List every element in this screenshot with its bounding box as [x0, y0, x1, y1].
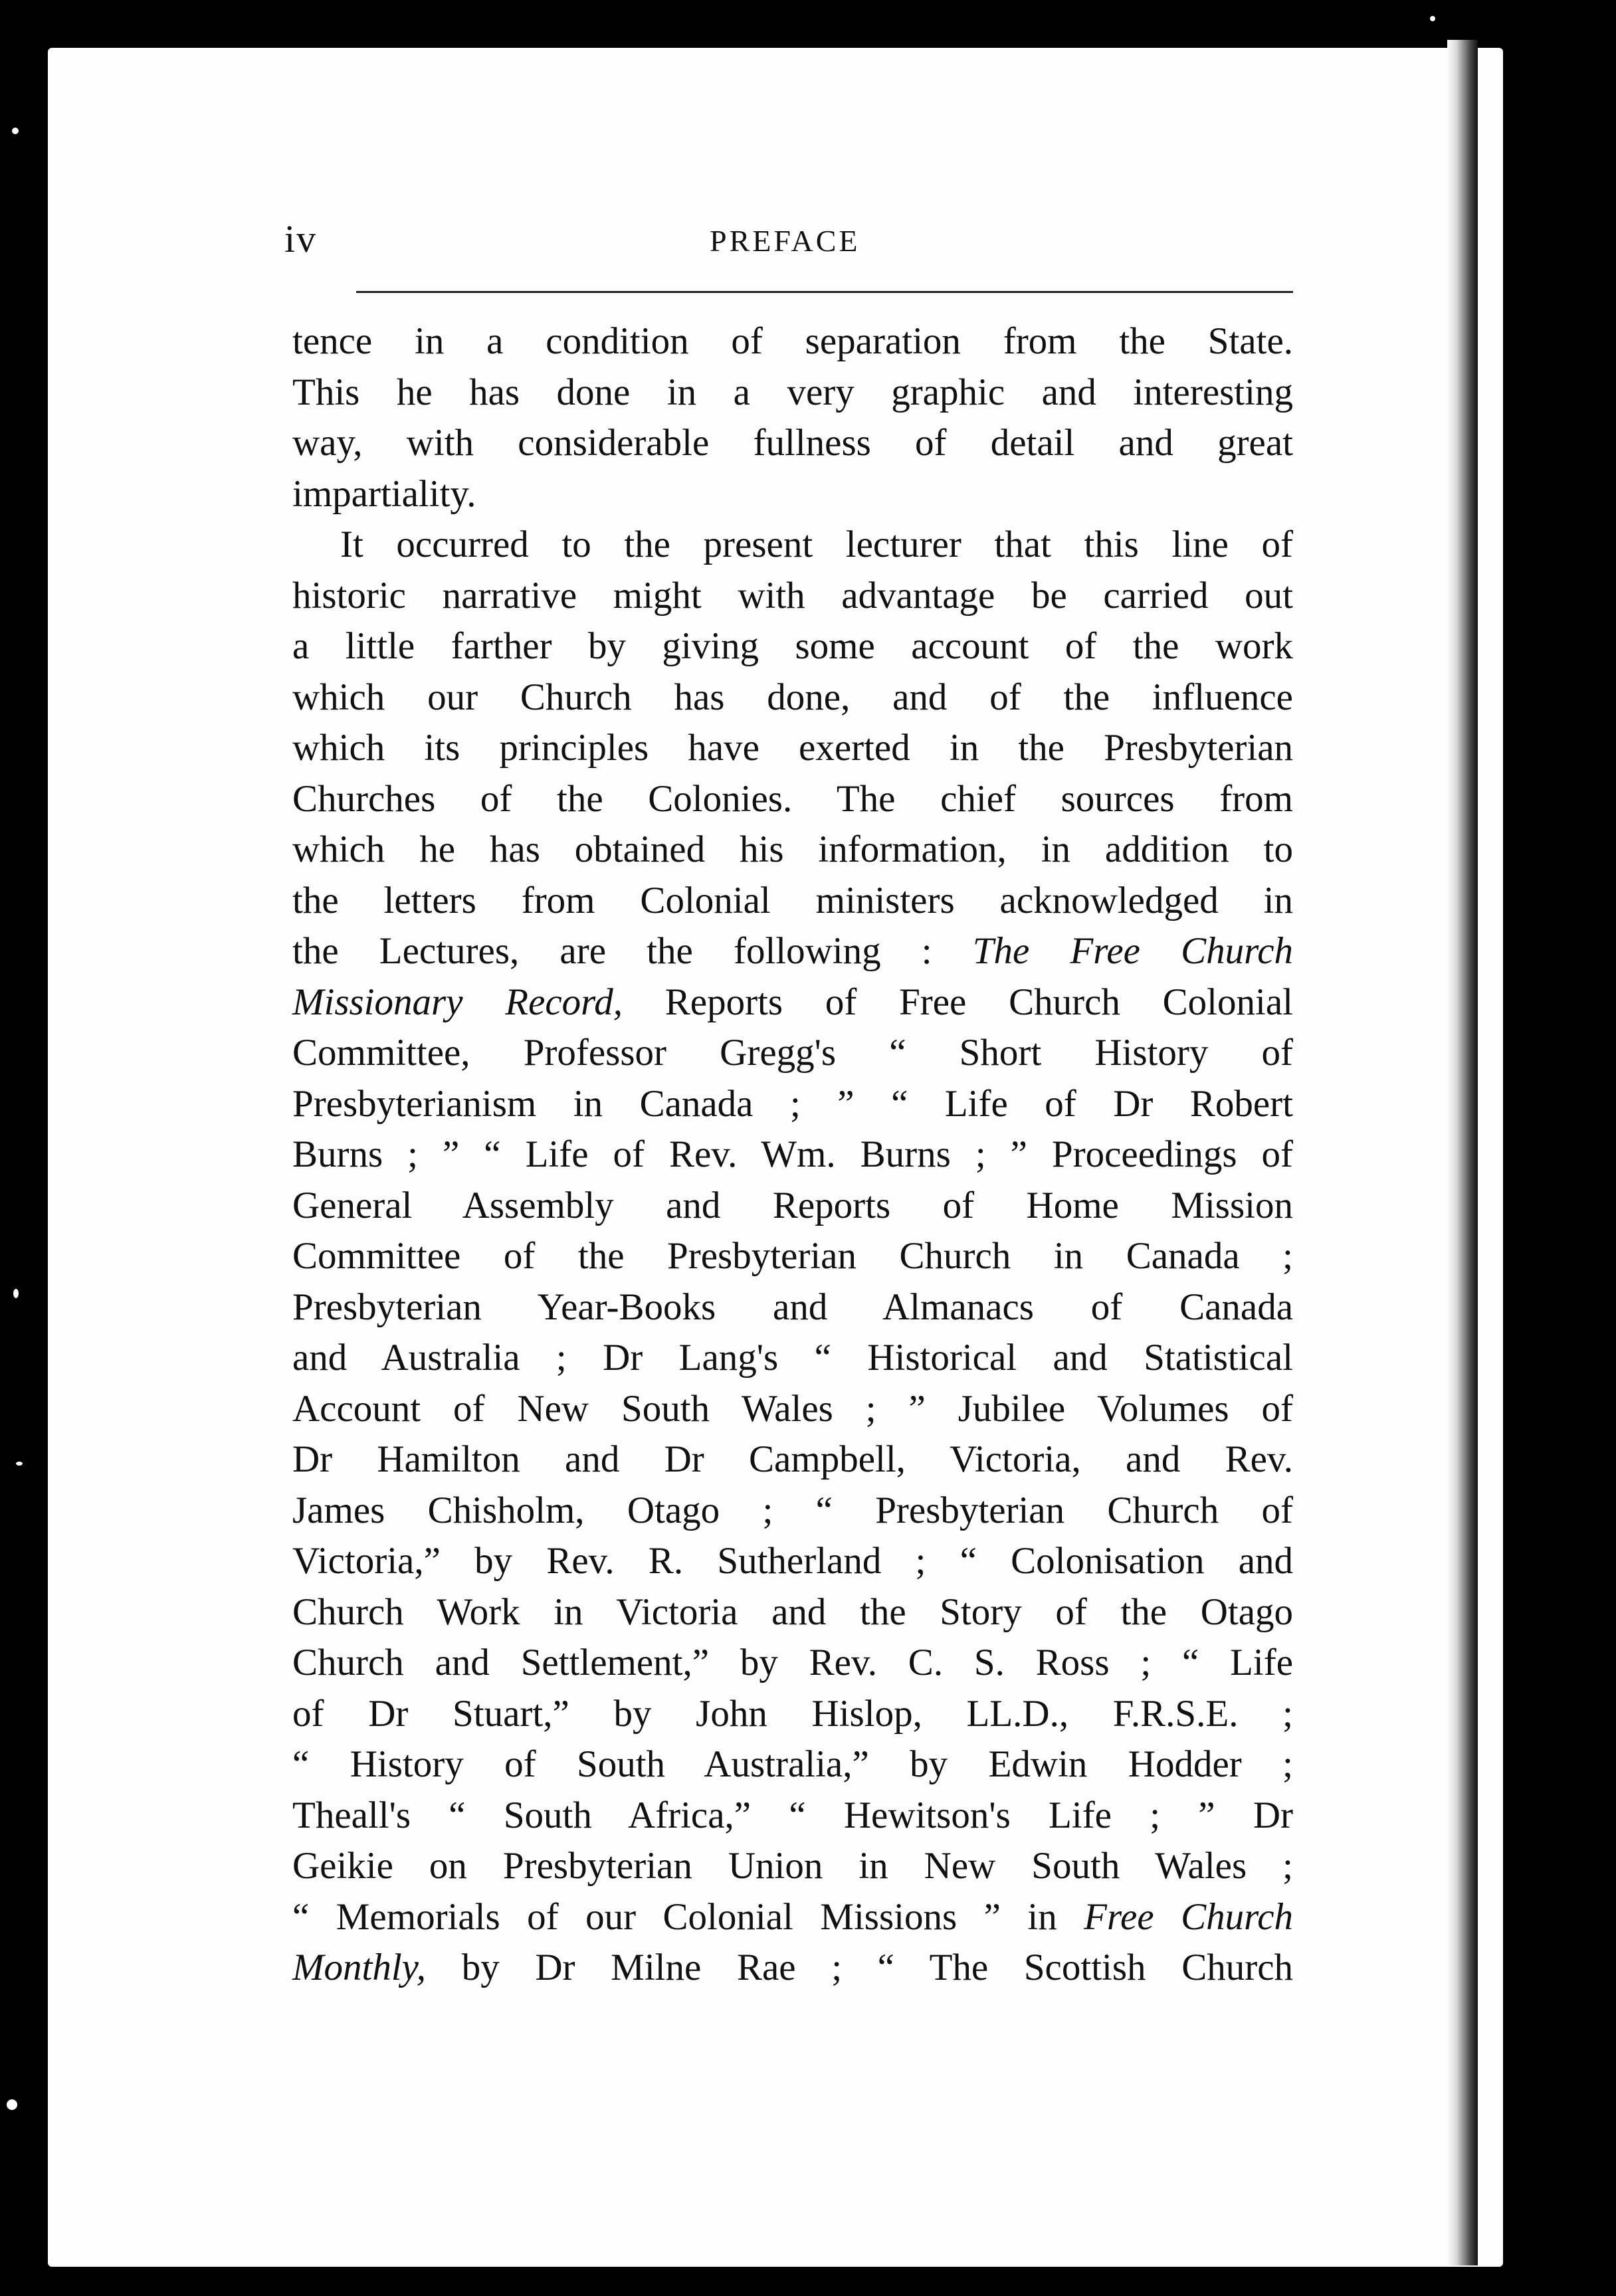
text-line: Account of New South Wales ; ” Jubilee Volumes of [292, 1387, 1293, 1430]
text-line: James Chisholm, Otago ; “ Presbyterian Church of [292, 1489, 1293, 1531]
italic-title: Free Church [1084, 1895, 1293, 1938]
text-line [292, 926, 1293, 977]
text-line: historic narrative might with advantage be carried out [292, 574, 1293, 617]
scan-speck [13, 1289, 19, 1298]
text-line: “ History of South Australia,” by Edwin Hodder ; [292, 1743, 1293, 1785]
text-line: Victoria,” by Rev. R. Sutherland ; “ Colonisation and [292, 1540, 1293, 1582]
body-text [292, 316, 1293, 1994]
running-head: PREFACE [710, 224, 860, 258]
text-line: of Dr Stuart,” by John Hislop, LL.D., F.R.S.E. ; [292, 1692, 1293, 1735]
text-line: way, with considerable fullness of detail and great [292, 422, 1293, 464]
text-line: and Australia ; Dr Lang's “ Historical and Statistical [292, 1337, 1293, 1379]
text-line: Churches of the Colonies. The chief sources from [292, 777, 1293, 820]
italic-title: Missionary Record, [292, 981, 623, 1023]
text-line: which he has obtained his information, in addition to [292, 828, 1293, 870]
line-text: by Dr Milne Rae ; “ The Scottish Church [426, 1947, 1293, 1988]
text-line: impartiality. [292, 472, 476, 515]
text-line: which its principles have exerted in the Presbyterian [292, 727, 1293, 769]
text-line: Dr Hamilton and Dr Campbell, Victoria, and Rev. [292, 1438, 1293, 1480]
italic-title: Monthly, [292, 1947, 427, 1988]
text-line: Theall's “ South Africa,” “ Hewitson's Life ; ” Dr [292, 1794, 1293, 1836]
text-line: Geikie on Presbyterian Union in New South Wales ; [292, 1845, 1293, 1887]
text-line: a little farther by giving some account of the work [292, 625, 1293, 667]
text-line: Church and Settlement,” by Rev. C. S. Ross ; “ Life [292, 1642, 1293, 1683]
text-line: General Assembly and Reports of Home Mission [292, 1184, 1293, 1226]
text-line: the letters from Colonial ministers acknowledged in [292, 879, 1293, 921]
italic-title: The Free Church [972, 930, 1293, 972]
scan-speck [16, 1462, 23, 1466]
line-text: the Lectures, are the following : [292, 930, 973, 972]
page-number: iv [284, 217, 318, 260]
line-text: “ Memorials of our Colonial Missions ” in [292, 1895, 1084, 1938]
scan-speck [12, 128, 19, 134]
text-line: tence in a condition of separation from the State. [292, 320, 1293, 362]
line-text: Reports of Free Church Colonial [623, 981, 1293, 1023]
page-edge-shadow [1447, 40, 1478, 2265]
text-line: This he has done in a very graphic and interesting [292, 371, 1293, 413]
text-line: which our Church has done, and of the influence [292, 676, 1293, 718]
text-line: It occurred to the present lecturer that this line of [340, 524, 1293, 565]
header-rule [356, 291, 1293, 293]
text-line [292, 1943, 1293, 1994]
text-line: Committee of the Presbyterian Church in Canada ; [292, 1235, 1293, 1277]
scan-speck [7, 2099, 17, 2110]
scan-speck [1430, 16, 1435, 21]
text-line [292, 1892, 1293, 1943]
text-line: Presbyterianism in Canada ; ” “ Life of Dr Robert [292, 1082, 1293, 1125]
page-header [284, 211, 1294, 271]
text-line: Church Work in Victoria and the Story of the Otago [292, 1590, 1293, 1633]
text-line: Presbyterian Year-Books and Almanacs of Canada [292, 1286, 1293, 1328]
text-line [292, 977, 1293, 1028]
text-line: Committee, Professor Gregg's “ Short History of [292, 1032, 1293, 1074]
text-line: Burns ; ” “ Life of Rev. Wm. Burns ; ” Proceedings of [292, 1133, 1293, 1175]
